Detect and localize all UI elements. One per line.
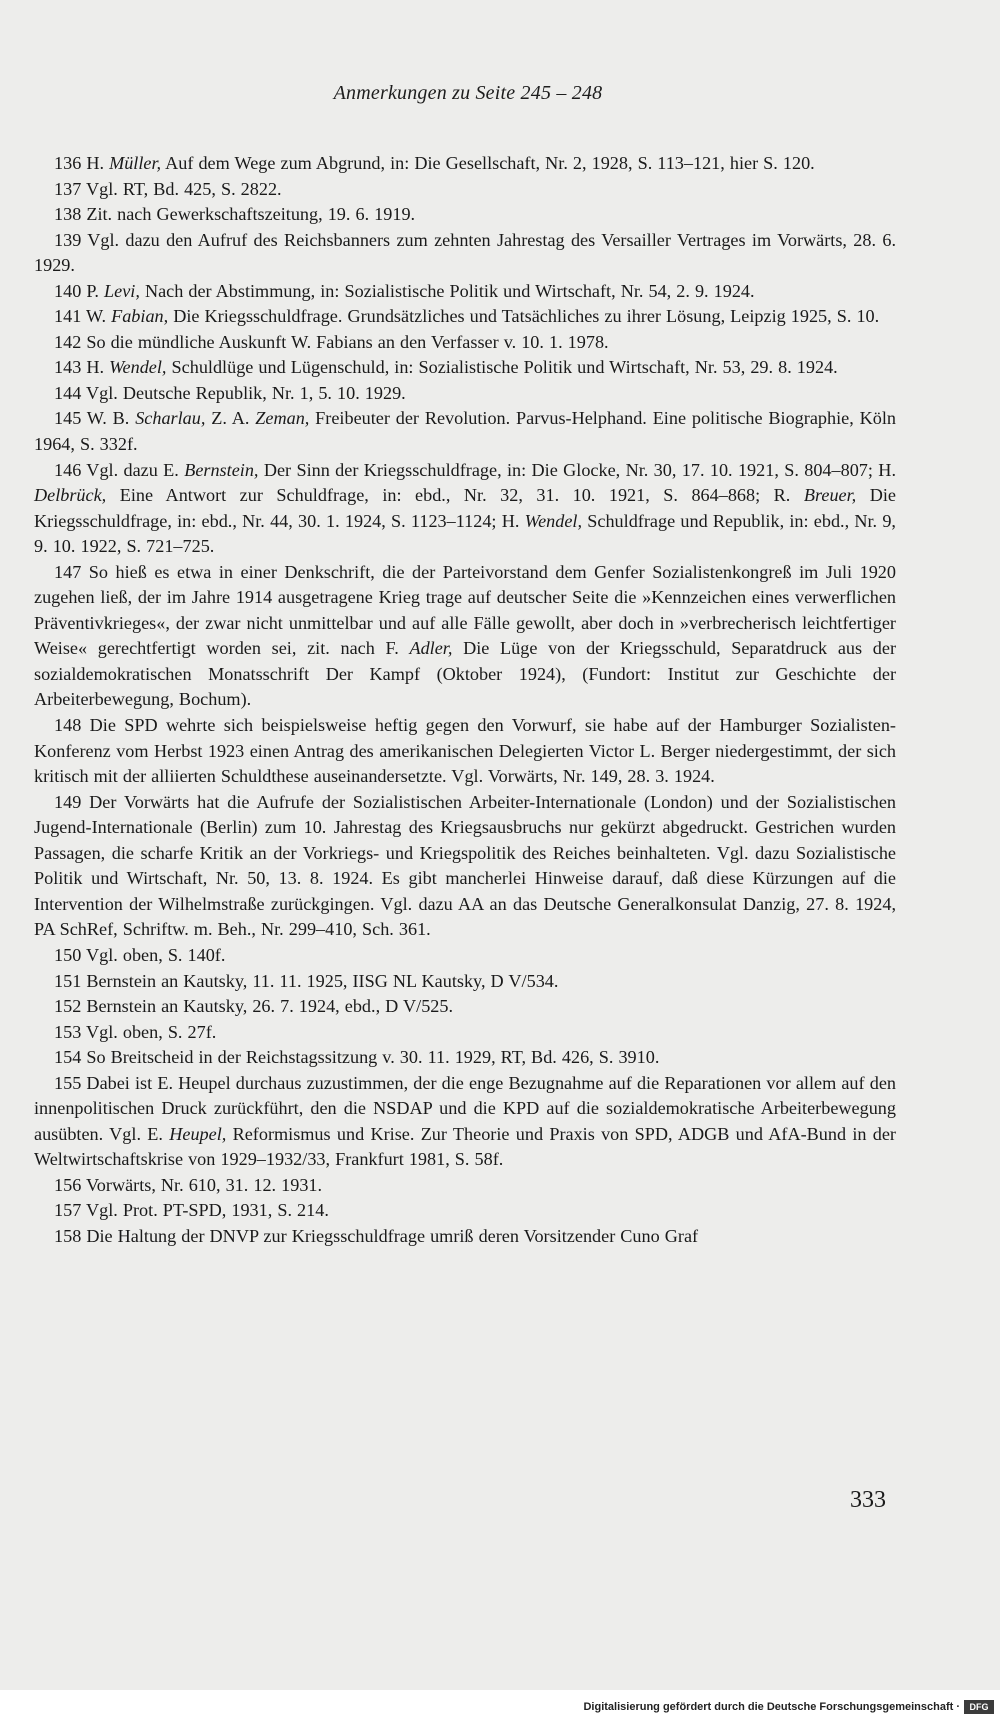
endnote-number: 143 bbox=[54, 357, 82, 378]
note-text: Vgl. Prot. PT-SPD, 1931, S. 214. bbox=[81, 1200, 329, 1221]
endnote-number: 148 bbox=[54, 715, 82, 736]
note-text: So die mündliche Auskunft W. Fabians an den Verfasser v. 10. 1. 1978. bbox=[81, 331, 609, 352]
endnote-number: 151 bbox=[54, 970, 82, 991]
author-name: Breuer, bbox=[803, 485, 857, 506]
note-text: Reformismus und Krise. Zur Theorie und Praxis von SPD, ADGB und AfA-Bund in der Weltwirtschaftskrise von 1929–1932/33, Frankfurt 1981, S. 58f. bbox=[34, 1123, 896, 1170]
note-text: Bernstein an Kautsky, 11. 11. 1925, IISG NL Kautsky, D V/534. bbox=[81, 970, 559, 991]
note-text: Freibeuter der Revolution. Parvus-Helphand. Eine politische Biographie, Köln 1964, S. 332f. bbox=[34, 408, 896, 455]
note-text: Vgl. dazu E. bbox=[81, 459, 185, 480]
note-text: Vgl. dazu den Aufruf des Reichsbanners zum zehnten Jahrestag des Versailler Vertrages im Vorwärts, 28. 6. 1929. bbox=[34, 229, 896, 276]
endnote-145 bbox=[34, 406, 896, 457]
endnote-142 bbox=[34, 330, 896, 356]
note-text: P. bbox=[81, 280, 105, 301]
endnote-number: 137 bbox=[54, 178, 82, 199]
note-text: H. bbox=[81, 153, 110, 173]
endnote-143 bbox=[34, 355, 896, 381]
endnote-141 bbox=[34, 304, 896, 330]
endnote-number: 155 bbox=[54, 1072, 82, 1093]
endnote-number: 141 bbox=[54, 306, 82, 327]
endnote-number: 138 bbox=[54, 204, 82, 225]
endnote-number: 156 bbox=[54, 1174, 82, 1195]
dfg-logo: DFG bbox=[964, 1700, 994, 1714]
note-text: Die Lüge von der Kriegsschuld, Separatdruck aus der sozialdemokratischen Monatsschrift Der Kampf (Oktober 1924), (Fundort: Institut zur Geschichte der Arbeiterbewegung, Bochum). bbox=[34, 638, 896, 710]
endnote-156 bbox=[34, 1173, 896, 1199]
endnote-153 bbox=[34, 1020, 896, 1046]
note-text: Schuldlüge und Lügenschuld, in: Sozialistische Politik und Wirtschaft, Nr. 53, 29. 8. 1924. bbox=[166, 357, 838, 378]
note-text: Zit. nach Gewerkschaftszeitung, 19. 6. 1919. bbox=[81, 204, 416, 225]
endnote-number: 157 bbox=[54, 1200, 82, 1221]
endnote-number: 150 bbox=[54, 944, 82, 965]
note-text: Vgl. Deutsche Republik, Nr. 1, 5. 10. 1929. bbox=[81, 382, 406, 403]
note-text: Vgl. oben, S. 27f. bbox=[81, 1021, 217, 1042]
endnote-150 bbox=[34, 943, 896, 969]
note-text: W. B. bbox=[81, 408, 136, 429]
endnote-number: 158 bbox=[54, 1225, 82, 1246]
endnote-number: 146 bbox=[54, 459, 82, 480]
endnote-155 bbox=[34, 1071, 896, 1173]
endnote-140 bbox=[34, 279, 896, 305]
author-name: Wendel, bbox=[109, 357, 167, 378]
note-text: Vorwärts, Nr. 610, 31. 12. 1931. bbox=[81, 1174, 323, 1195]
endnote-152 bbox=[34, 994, 896, 1020]
note-text: Dabei ist E. Heupel durchaus zuzustimmen, der die enge Bezugnahme auf die Reparationen vor allem auf den innenpolitischen Druck zurückführt, den die NSDAP und die KPD auf die sozialdemokratische Arbeiterbewegung ausübten. Vgl. E. bbox=[34, 1072, 896, 1144]
author-name: Scharlau, bbox=[135, 408, 206, 429]
endnote-154 bbox=[34, 1045, 896, 1071]
note-text: Nach der Abstimmung, in: Sozialistische Politik und Wirtschaft, Nr. 54, 2. 9. 1924. bbox=[139, 280, 755, 301]
note-text: So hieß es etwa in einer Denkschrift, die der Parteivorstand dem Genfer Sozialistenkongreß im Juli 1920 zugehen ließ, der im Jahre 1914 ausgetragene Krieg trage auf deutscher Seite die »Kennzeichen eines verwerflichen Präventivkrieges«, der zwar nicht unmittelbar und auf alle Fälle gewollt, aber doch in »verbrecherisch leichtfertiger Weise« gerechtfertigt worden sei, zit. nach F. bbox=[34, 561, 896, 659]
note-text: Der Sinn der Kriegsschuldfrage, in: Die Glocke, Nr. 30, 17. 10. 1921, S. 804–807; H. bbox=[258, 459, 896, 480]
note-text: Z. A. bbox=[205, 408, 256, 429]
note-text: Schuldfrage und Republik, in: ebd., Nr. 9, 9. 10. 1922, S. 721–725. bbox=[34, 510, 896, 557]
endnote-number: 154 bbox=[54, 1047, 82, 1068]
endnotes-list bbox=[34, 151, 896, 1250]
endnote-146 bbox=[34, 458, 896, 560]
note-text: Die Kriegsschuldfrage, in: ebd., Nr. 44, 30. 1. 1924, S. 1123–1124; H. bbox=[34, 485, 896, 531]
endnote-139 bbox=[34, 228, 896, 279]
endnote-number: 147 bbox=[54, 561, 82, 582]
endnote-number: 136 bbox=[54, 153, 82, 173]
author-name: Bernstein, bbox=[184, 459, 259, 480]
endnote-number: 145 bbox=[54, 408, 82, 429]
note-text: So Breitscheid in der Reichstagssitzung v. 30. 11. 1929, RT, Bd. 426, S. 3910. bbox=[81, 1047, 660, 1068]
note-text: Vgl. RT, Bd. 425, S. 2822. bbox=[81, 178, 282, 199]
note-text: Der Vorwärts hat die Aufrufe der Sozialistischen Arbeiter-Internationale (London) und der Sozialistischen Jugend-Internationale (Berlin) zum 10. Jahrestag des Kriegsausbruchs nur gekürzt abgedruckt. Gestrichen wurden Passagen, die scharfe Kritik an der Vorkriegs- und Kriegspolitik des Reiches beinhalteten. Vgl. dazu Sozialistische Politik und Wirtschaft, Nr. 50, 13. 8. 1924. Es gibt mancherlei Hinweise darauf, daß diese Kürzungen auf die Intervention der Wilhelmstraße zurückgingen. Vgl. dazu AA an das Deutsche Generalkonsulat Danzig, 27. 8. 1924, PA SchRef, Schriftw. m. Beh., Nr. 299–410, Sch. 361. bbox=[34, 791, 896, 940]
note-text: Vgl. oben, S. 140f. bbox=[81, 944, 226, 965]
note-text: Auf dem Wege zum Abgrund, in: Die Gesellschaft, Nr. 2, 1928, S. 113–121, hier S. 120. bbox=[161, 153, 815, 173]
note-text: Eine Antwort zur Schuldfrage, in: ebd., Nr. 32, 31. 10. 1921, S. 864–868; R. bbox=[106, 485, 804, 506]
note-text: Die Haltung der DNVP zur Kriegsschuldfrage umriß deren Vorsitzender Cuno Graf bbox=[81, 1225, 699, 1246]
author-name: Delbrück, bbox=[34, 485, 107, 506]
author-name: Wendel, bbox=[524, 510, 583, 531]
note-text: Die SPD wehrte sich beispielsweise heftig gegen den Vorwurf, sie habe auf der Hamburger Sozialisten-Konferenz vom Herbst 1923 einen Antrag des amerikanischen Delegierten Victor L. Berger niedergestimmt, der sich kritisch mit der alliierten Schuldthese auseinandersetzte. Vgl. Vorwärts, Nr. 149, 28. 3. 1924. bbox=[34, 715, 896, 787]
note-text: Bernstein an Kautsky, 26. 7. 1924, ebd., D V/525. bbox=[81, 996, 454, 1017]
endnote-number: 142 bbox=[54, 331, 82, 352]
footer-credit: Digitalisierung gefördert durch die Deutsche Forschungsgemeinschaft · bbox=[583, 1701, 960, 1713]
endnote-158 bbox=[34, 1224, 896, 1250]
endnote-number: 139 bbox=[54, 229, 82, 250]
note-text: Die Kriegsschuldfrage. Grundsätzliches und Tatsächliches zu ihrer Lösung, Leipzig 1925, S. 10. bbox=[168, 306, 880, 327]
endnote-144 bbox=[34, 381, 896, 407]
endnote-number: 149 bbox=[54, 791, 82, 812]
digitization-footer bbox=[0, 1690, 1000, 1728]
endnote-138 bbox=[34, 202, 896, 228]
note-text: W. bbox=[81, 306, 112, 327]
endnote-number: 153 bbox=[54, 1021, 82, 1042]
endnote-number: 152 bbox=[54, 996, 82, 1017]
author-name: Levi, bbox=[104, 280, 140, 301]
author-name: Müller, bbox=[109, 153, 162, 173]
endnote-number: 144 bbox=[54, 382, 82, 403]
endnote-137 bbox=[34, 177, 896, 203]
author-name: Adler, bbox=[409, 638, 453, 659]
note-text: H. bbox=[81, 357, 110, 378]
endnote-147 bbox=[34, 560, 896, 713]
endnote-number: 140 bbox=[54, 280, 82, 301]
endnote-136 bbox=[34, 151, 896, 177]
endnote-149 bbox=[34, 790, 896, 943]
author-name: Fabian, bbox=[111, 306, 169, 327]
author-name: Zeman, bbox=[255, 408, 310, 429]
endnote-148 bbox=[34, 713, 896, 790]
page-number: 333 bbox=[850, 1487, 886, 1513]
endnote-151 bbox=[34, 969, 896, 995]
author-name: Heupel, bbox=[169, 1123, 227, 1144]
running-header: Anmerkungen zu Seite 245 – 248 bbox=[333, 82, 603, 104]
endnote-157 bbox=[34, 1198, 896, 1224]
